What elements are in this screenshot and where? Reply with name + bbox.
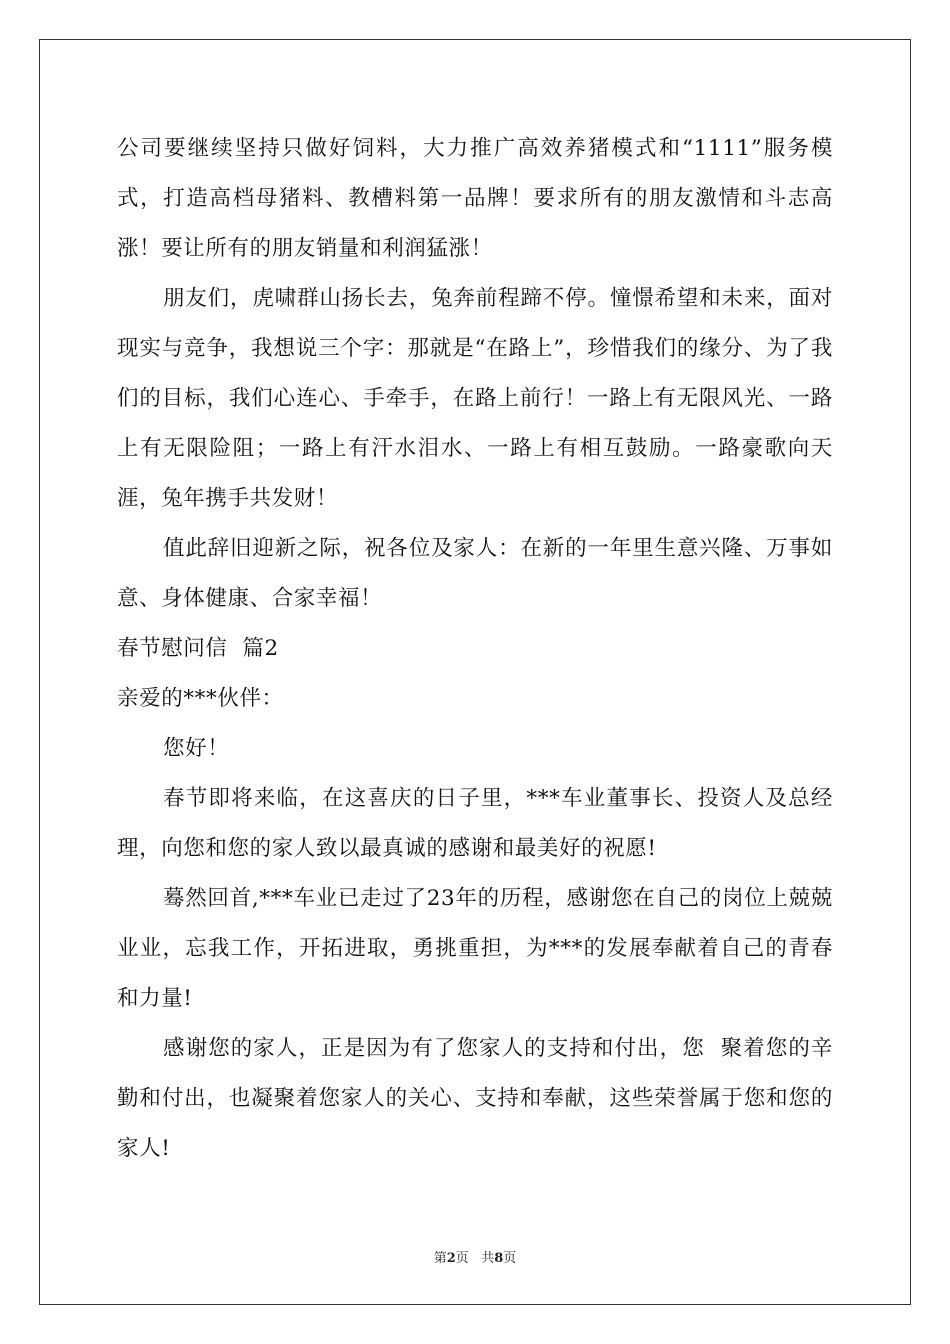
footer-total-unit: 页	[503, 1251, 517, 1266]
paragraph-1: 公司要继续坚持只做好饲料，大力推广高效养猪模式和“1111”服务模式，打造高档母猪料、教槽料第一品牌！要求所有的朋友激情和斗志高涨！要让所有的朋友销量和利润猛涨！	[117, 136, 833, 261]
section-heading: 春节慰问信 篇2	[117, 636, 279, 661]
paragraph-4: 春节即将来临，在这喜庆的日子里，***车业董事长、投资人及总经理，向您和您的家人致以最真诚的感谢和最美好的祝愿!	[117, 786, 833, 861]
footer-total-prefix: 共	[481, 1251, 495, 1266]
paragraph-2: 朋友们，虎啸群山扬长去，兔奔前程蹄不停。憧憬希望和未来，面对现实与竞争，我想说三个字：那就是“在路上”，珍惜我们的缘分、为了我们的目标，我们心连心、手牵手，在路上前行！一路上有无限风光、一路上有无限险阻；一路上有汗水泪水、一路上有相互鼓励。一路豪歌向天涯，兔年携手共发财！	[117, 286, 833, 511]
salutation: 亲爱的***伙伴：	[117, 686, 284, 711]
document-body	[117, 124, 833, 1174]
paragraph-6: 感谢您的家人，正是因为有了您家人的支持和付出，您 聚着您的辛勤和付出，也凝聚着您家人的关心、支持和奉献，这些荣誉属于您和您的家人!	[117, 1036, 833, 1161]
footer-total-pages: 8	[494, 1251, 504, 1266]
greeting: 您好！	[163, 736, 230, 761]
page-footer	[0, 1247, 950, 1266]
paragraph-3: 值此辞旧迎新之际，祝各位及家人：在新的一年里生意兴隆、万事如意、身体健康、合家幸福！	[117, 536, 833, 611]
footer-page-unit: 页	[455, 1251, 469, 1266]
paragraph-5: 蓦然回首,***车业已走过了23年的历程，感谢您在自己的岗位上兢兢业业，忘我工作，开拓进取，勇挑重担，为***的发展奉献着自己的青春和力量!	[117, 886, 833, 1011]
footer-current-page: 2	[446, 1251, 456, 1266]
footer-prefix: 第	[433, 1251, 447, 1266]
